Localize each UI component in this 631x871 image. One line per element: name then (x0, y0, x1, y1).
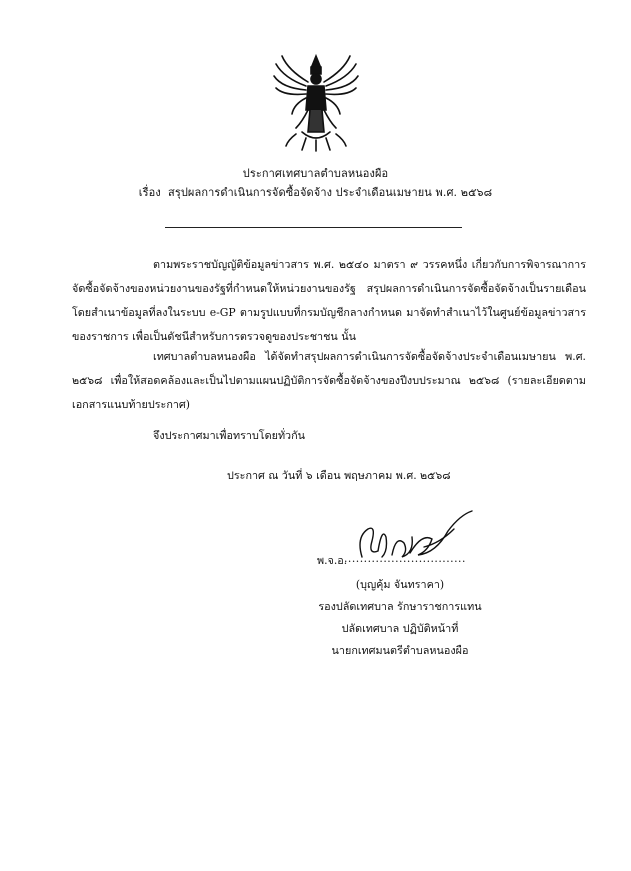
title-divider (165, 227, 462, 228)
signer-position-1: รองปลัดเทศบาล รักษาราชการแทน (318, 600, 482, 613)
signer-rank: พ.จ.อ. (317, 554, 348, 567)
announcement-subject (0, 183, 631, 201)
body-paragraph-3: จึงประกาศมาเพื่อทราบโดยทั่วกัน (153, 429, 306, 442)
garuda-emblem-icon (272, 52, 360, 152)
subject-text: สรุปผลการดำเนินการจัดซื้อจัดจ้าง ประจำเดือนเมษายน พ.ศ. ๒๕๖๘ (168, 186, 493, 199)
announcement-title: ประกาศเทศบาลตำบลหนองผือ (242, 167, 389, 180)
announcement-dateline: ประกาศ ณ วันที่ ๖ เดือน พฤษภาคม พ.ศ. ๒๕๖๘ (227, 469, 451, 482)
subject-label: เรื่อง (138, 186, 161, 199)
signer-position-3: นายกเทศมนตรีตำบลหนองผือ (331, 644, 469, 657)
signature-line: ............................... (344, 552, 466, 565)
signer-name: (บุญคุ้ม จันทราคา) (355, 578, 445, 591)
body-paragraph-2: เทศบาลตำบลหนองผือ ได้จัดทำสรุปผลการดำเนินการจัดซื้อจัดจ้างประจำเดือนเมษายน พ.ศ. ๒๕๖๘ เพื่อให้สอดคล้องและเป็นไปตามแผนปฏิบัติการจัดซื้อจัดจ้างของปีงบประมาณ ๒๕๖๘ (รายละเอียดตามเอกสารแนบท้ายประกาศ) (72, 350, 586, 411)
body-paragraph-1: ตามพระราชบัญญัติข้อมูลข่าวสาร พ.ศ. ๒๕๔๐ มาตรา ๙ วรรคหนึ่ง เกี่ยวกับการพิจารณาการจัดซื้อจัดจ้างของหน่วยงานของรัฐที่กำหนดให้หน่วยงานของรัฐ สรุปผลการดำเนินการจัดซื้อจัดจ้างเป็นรายเดือนโดยสำเนาข้อมูลที่ลงในระบบ e-GP ตามรูปแบบที่กรมบัญชีกลางกำหนด มาจัดทำสำเนาไว้ในศูนย์ข้อมูลข่าวสารของราชการ เพื่อเป็นดัชนีสำหรับการตรวจดูของประชาชน นั้น (72, 258, 586, 343)
signer-position-2: ปลัดเทศบาล ปฏิบัติหน้าที่ (341, 622, 459, 635)
